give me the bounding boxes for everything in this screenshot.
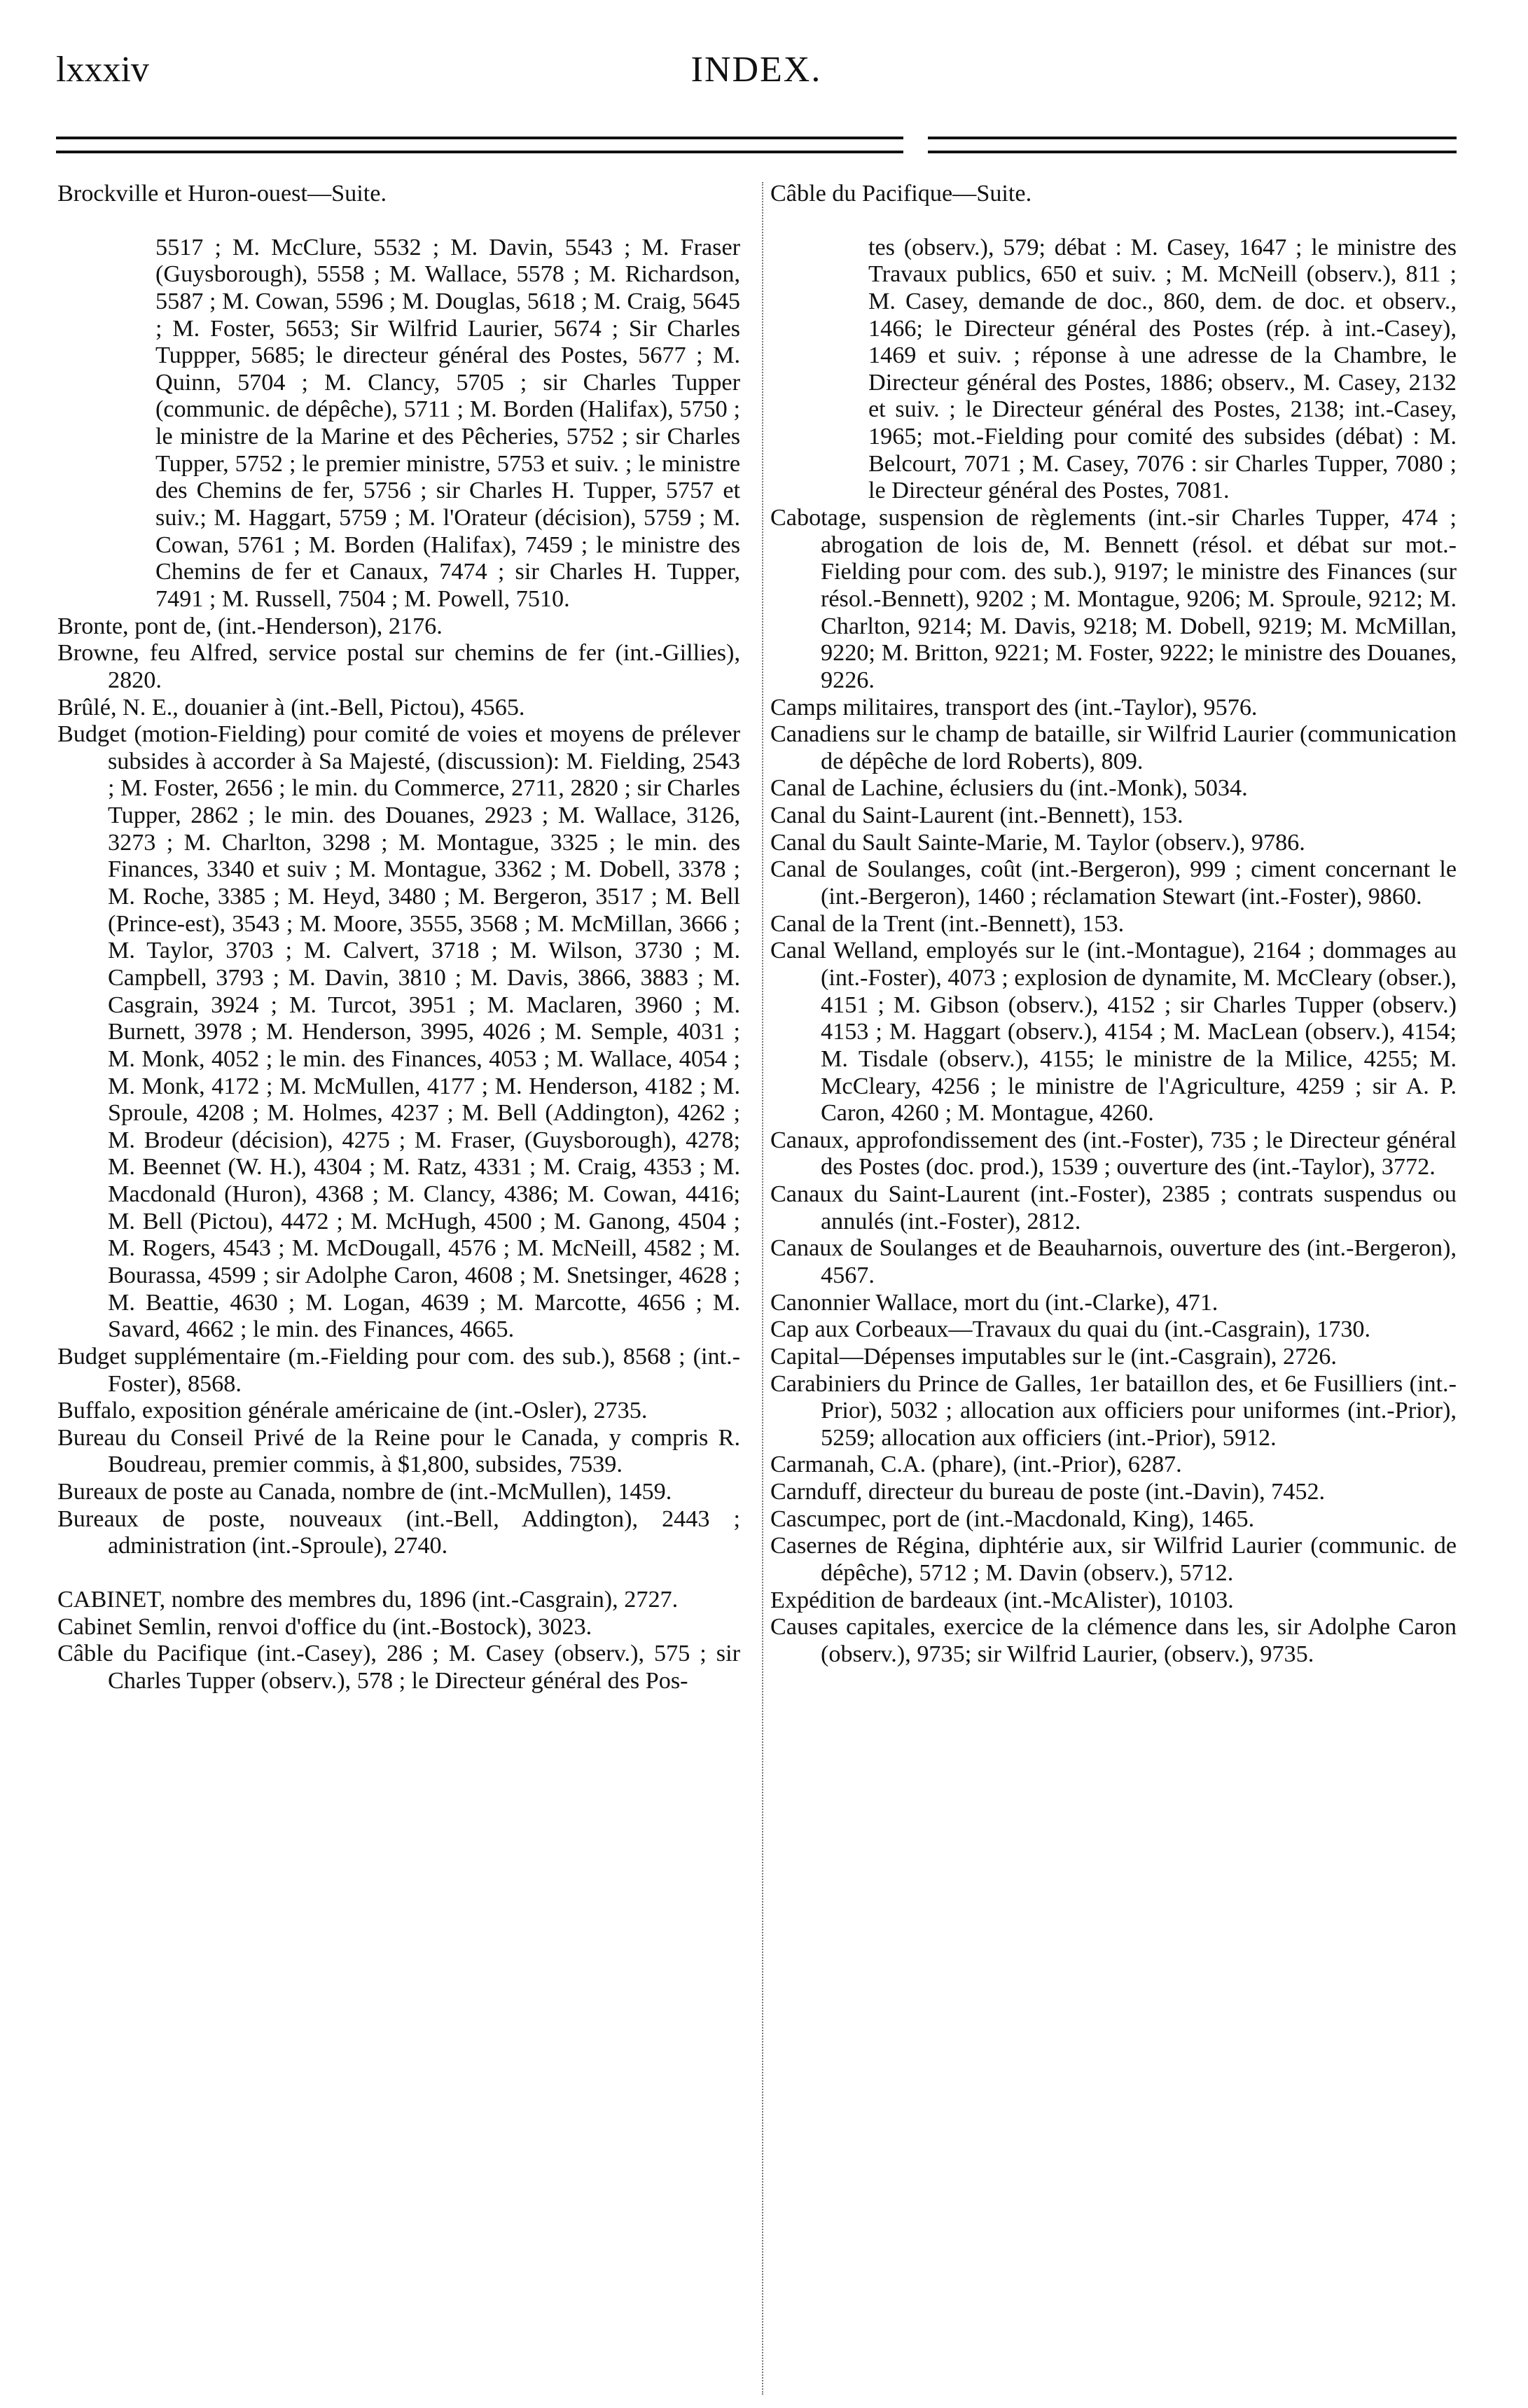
index-entry: Budget supplémentaire (m.-Fielding pour com. des sub.), 8568 ; (int.-Foster), 8568. <box>57 1343 740 1397</box>
index-entry: Canal du Sault Sainte-Marie, M. Taylor (observ.), 9786. <box>770 829 1305 856</box>
index-entry: Casernes de Régina, diphtérie aux, sir Wilfrid Laurier (communic. de dépêche), 5712 ; M. Davin (observ.), 5712. <box>770 1533 1457 1587</box>
page-number: lxxxiv <box>56 50 149 90</box>
index-column-right <box>770 181 1457 1669</box>
index-entry: Canal de Lachine, éclusiers du (int.-Monk), 5034. <box>770 775 1248 802</box>
index-entry: Cap aux Corbeaux—Travaux du quai du (int.-Casgrain), 1730. <box>770 1316 1371 1343</box>
index-entry: Bureau du Conseil Privé de la Reine pour le Canada, y compris R. Boudreau, premier commis, à $1,800, subsides, 7539. <box>57 1424 740 1478</box>
index-entry: Bureaux de poste, nouveaux (int.-Bell, Addington), 2443 ; administration (int.-Sproule), 2740. <box>57 1505 740 1559</box>
index-entry: Buffalo, exposition générale américaine de (int.-Osler), 2735. <box>57 1398 648 1424</box>
index-entry: Expédition de bardeaux (int.-McAlister), 10103. <box>770 1587 1234 1613</box>
index-entry: Canaux, approfondissement des (int.-Foster), 735 ; le Directeur général des Postes (doc. prod.), 1539 ; ouverture des (int.-Taylor), 3772. <box>770 1127 1457 1181</box>
index-entry: Bureaux de poste au Canada, nombre de (int.-McMullen), 1459. <box>57 1479 672 1505</box>
index-entry: Carmanah, C.A. (phare), (int.-Prior), 6287. <box>770 1452 1182 1478</box>
index-entry: Brockville et Huron-ouest—Suite. <box>57 181 387 207</box>
index-entry: Brûlé, N. E., douanier à (int.-Bell, Pictou), 4565. <box>57 694 525 721</box>
index-entry: Cabotage, suspension de règlements (int.-sir Charles Tupper, 474 ; abrogation de lois de, M. Bennett (résol. et débat sur mot.-Fielding pour com. des sub.), 9197; le ministre des Finances (sur résol.-Bennett), 9202 ; M. Montague, 9206; M. Sproule, 9212; M. Charlton, 9214; M. Davis, 9218; M. Dobell, 9219; M. McMillan, 9220; M. Britton, 9221; M. Foster, 9222; le ministre des Douanes, 9226. <box>770 505 1457 693</box>
header-rule-right <box>928 137 1457 153</box>
index-entry: Canal du Saint-Laurent (int.-Bennett), 153. <box>770 802 1183 829</box>
header-rule-left <box>56 137 903 153</box>
index-entry: CABINET, nombre des membres du, 1896 (int.-Casgrain), 2727. <box>57 1587 679 1613</box>
column-divider <box>762 182 763 2395</box>
index-entry: Budget (motion-Fielding) pour comité de voies et moyens de prélever subsides à accorder à Sa Majesté, (discussion): M. Fielding, 2543 ; M. Foster, 2656 ; le min. du Commerce, 2711, 2820 ; sir Charles Tupper, 2862 ; le min. des Douanes, 2923 ; M. Wallace, 3126, 3273 ; M. Charlton, 3298 ; M. Montague, 3325 ; le min. des Finances, 3340 et suiv ; M. Montague, 3362 ; M. Dobell, 3378 ; M. Roche, 3385 ; M. Heyd, 3480 ; M. Bergeron, 3517 ; M. Bell (Prince-est), 3543 ; M. Moore, 3555, 3568 ; M. McMillan, 3666 ; M. Taylor, 3703 ; M. Calvert, 3718 ; M. Wilson, 3730 ; M. Campbell, 3793 ; M. Davin, 3810 ; M. Davis, 3866, 3883 ; M. Casgrain, 3924 ; M. Turcot, 3951 ; M. Maclaren, 3960 ; M. Burnett, 3978 ; M. Henderson, 3995, 4026 ; M. Semple, 4031 ; M. Monk, 4052 ; le min. des Finances, 4053 ; M. Wallace, 4054 ; M. Monk, 4172 ; M. McMullen, 4177 ; M. Henderson, 4182 ; M. Sproule, 4208 ; M. Holmes, 4237 ; M. Bell (Addington), 4262 ; M. Brodeur (décision), 4275 ; M. Fraser, (Guysborough), 4278; M. Beennet (W. H.), 4304 ; M. Ratz, 4331 ; M. Craig, 4353 ; M. Macdonald (Huron), 4368 ; M. Clancy, 4386; M. Cowan, 4416; M. Bell (Pictou), 4472 ; M. McHugh, 4500 ; M. Ganong, 4504 ; M. Rogers, 4543 ; M. McDougall, 4576 ; M. McNeill, 4582 ; M. Bourassa, 4599 ; sir Adolphe Caron, 4608 ; M. Snetsinger, 4628 ; M. Beattie, 4630 ; M. Logan, 4639 ; M. Marcotte, 4656 ; M. Savard, 4662 ; le min. des Finances, 4665. <box>57 721 740 1343</box>
index-entry: Canonnier Wallace, mort du (int.-Clarke), 471. <box>770 1289 1218 1316</box>
index-column-left <box>57 181 740 1695</box>
index-entry: Canaux de Soulanges et de Beauharnois, ouverture des (int.-Bergeron), 4567. <box>770 1235 1457 1288</box>
index-entry: Câble du Pacifique—Suite. <box>770 181 1032 207</box>
index-entry: Camps militaires, transport des (int.-Taylor), 9576. <box>770 694 1258 721</box>
index-entry: Câble du Pacifique (int.-Casey), 286 ; M. Casey (observ.), 575 ; sir Charles Tupper (observ.), 578 ; le Directeur général des Pos- <box>57 1641 740 1694</box>
index-entry: Cabinet Semlin, renvoi d'office du (int.-Bostock), 3023. <box>57 1613 592 1640</box>
index-entry: Canal Welland, employés sur le (int.-Montague), 2164 ; dommages au (int.-Foster), 4073 ; explosion de dynamite, M. McCleary (obser.), 4151 ; M. Gibson (observ.), 4152 ; sir Charles Tupper (observ.) 4153 ; M. Haggart (observ.), 4154 ; M. MacLean (observ.), 4154; M. Tisdale (observ.), 4155; le ministre de la Milice, 4255; M. McCleary, 4256 ; le ministre de l'Agriculture, 4259 ; sir A. P. Caron, 4260 ; M. Montague, 4260. <box>770 938 1457 1127</box>
index-entry: Canadiens sur le champ de bataille, sir Wilfrid Laurier (communication de dépêche de lord Roberts), 809. <box>770 721 1457 774</box>
index-entry: Carabiniers du Prince de Galles, 1er bataillon des, et 6e Fusilliers (int.-Prior), 5032 ; allocation aux officiers pour uniformes (int.-Prior), 5259; allocation aux officiers (int.-Prior), 5912. <box>770 1370 1457 1451</box>
index-entry: Cascumpec, port de (int.-Macdonald, King), 1465. <box>770 1505 1255 1532</box>
index-entry: Canaux du Saint-Laurent (int.-Foster), 2385 ; contrats suspendus ou annulés (int.-Foster), 2812. <box>770 1181 1457 1234</box>
index-entry: Canal de Soulanges, coût (int.-Bergeron), 999 ; ciment concernant le (int.-Bergeron), 1460 ; réclamation Stewart (int.-Foster), 9860. <box>770 856 1457 910</box>
index-entry: Carnduff, directeur du bureau de poste (int.-Davin), 7452. <box>770 1479 1326 1505</box>
index-entry: tes (observ.), 579; débat : M. Casey, 1647 ; le ministre des Travaux publics, 650 et suiv. ; M. McNeill (observ.), 811 ; M. Casey, demande de doc., 860, dem. de doc. et observ., 1466; le Directeur général des Postes (rép. à int.-Casey), 1469 et suiv. ; réponse à une adresse de la Chambre, le Directeur général des Postes, 1886; observ., M. Casey, 2132 et suiv. ; le Directeur général des Postes, 2138; int.-Casey, 1965; mot.-Fielding pour comité des subsides (débat) : M. Belcourt, 7071 ; M. Casey, 7076 : sir Charles Tupper, 7080 ; le Directeur général des Postes, 7081. <box>868 234 1457 504</box>
page-title: INDEX. <box>690 50 822 90</box>
index-entry: Browne, feu Alfred, service postal sur chemins de fer (int.-Gillies), 2820. <box>57 640 740 693</box>
index-entry: Canal de la Trent (int.-Bennett), 153. <box>770 910 1125 937</box>
page-header <box>56 49 1457 105</box>
index-entry: Bronte, pont de, (int.-Henderson), 2176. <box>57 613 443 639</box>
index-entry: Capital—Dépenses imputables sur le (int.-Casgrain), 2726. <box>770 1343 1337 1370</box>
index-entry: Causes capitales, exercice de la clémence dans les, sir Adolphe Caron (observ.), 9735; sir Wilfrid Laurier, (observ.), 9735. <box>770 1614 1457 1667</box>
index-entry: 5517 ; M. McClure, 5532 ; M. Davin, 5543 ; M. Fraser (Guysborough), 5558 ; M. Wallace, 5578 ; M. Richardson, 5587 ; M. Cowan, 5596 ; M. Douglas, 5618 ; M. Craig, 5645 ; M. Foster, 5653; Sir Wilfrid Laurier, 5674 ; Sir Charles Tuppper, 5685; le directeur général des Postes, 5677 ; M. Quinn, 5704 ; M. Clancy, 5705 ; sir Charles Tupper (communic. de dépêche), 5711 ; M. Borden (Halifax), 5750 ; le ministre de la Marine et des Pêcheries, 5752 ; sir Charles Tupper, 5752 ; le premier ministre, 5753 et suiv. ; le ministre des Chemins de fer, 5756 ; sir Charles H. Tupper, 5757 et suiv.; M. Haggart, 5759 ; M. l'Orateur (décision), 5759 ; M. Cowan, 5761 ; M. Borden (Halifax), 7459 ; le ministre des Chemins de fer et Canaux, 7474 ; sir Charles H. Tupper, 7491 ; M. Russell, 7504 ; M. Powell, 7510. <box>155 234 740 612</box>
